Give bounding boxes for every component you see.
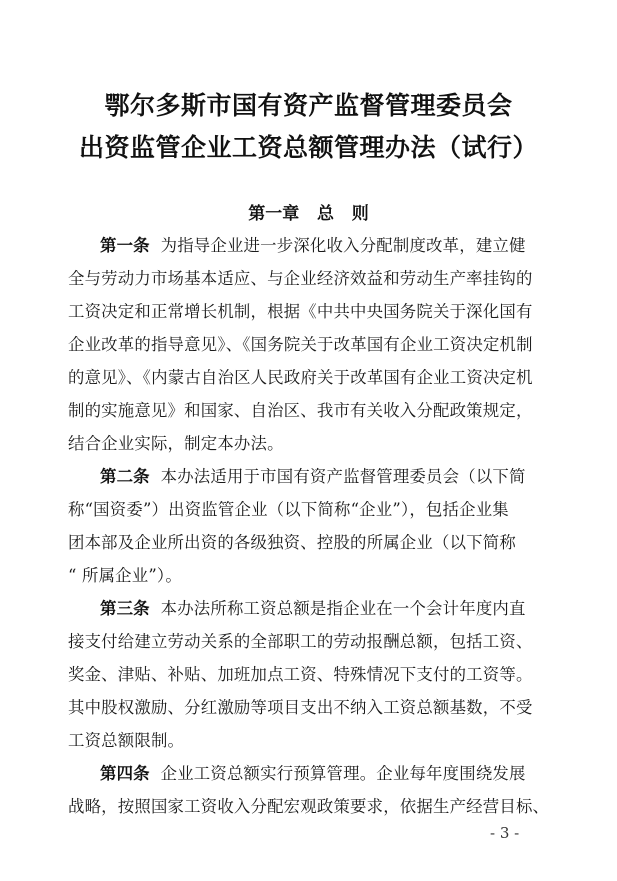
article-3-line-2: 接支付给建立劳动关系的全部职工的劳动报酬总额，包括工资、 [68, 632, 533, 651]
chapter-heading: 第一章 总 则 [248, 204, 369, 224]
article-1-line-4: 企业改革的指导意见》、《国务院关于改革国有企业工资决定机制 [68, 335, 533, 354]
article-3-text-1: 本办法所称工资总额是指企业在一个会计年度内直 [160, 599, 526, 618]
article-3-heading: 第三条 [100, 599, 150, 618]
article-2-heading: 第二条 [100, 467, 150, 486]
article-4-heading: 第四条 [100, 764, 150, 783]
article-4-text-1: 企业工资总额实行预算管理。企业每年度围绕发展 [160, 764, 526, 783]
article-1-line-6: 制的实施意见》和国家、自治区、我市有关收入分配政策规定， [68, 401, 533, 420]
article-1-line-1 [100, 236, 550, 256]
article-2-line-1 [100, 467, 550, 487]
article-3-line-1 [100, 599, 550, 619]
article-4-line-2: 战略，按照国家工资收入分配宏观政策要求，依据生产经营目标、 [68, 797, 550, 816]
article-1-line-3: 工资决定和正常增长机制，根据《中共中央国务院关于深化国有 [68, 302, 533, 321]
article-1-text-1: 为指导企业进一步深化收入分配制度改革，建立健 [160, 236, 526, 255]
page-number: - 3 - [490, 824, 520, 842]
article-1-line-7: 结合企业实际，制定本办法。 [68, 434, 284, 453]
article-1-line-5: 的意见》、《内蒙古自治区人民政府关于改革国有企业工资决定机 [68, 368, 533, 387]
article-3-line-4: 其中股权激励、分红激励等项目支出不纳入工资总额基数，不受 [68, 698, 533, 717]
article-3-line-3: 奖金、津贴、补贴、加班加点工资、特殊情况下支付的工资等。 [68, 665, 533, 684]
article-1-line-2: 全与劳动力市场基本适应、与企业经济效益和劳动生产率挂钩的 [68, 269, 533, 288]
article-4-line-1 [100, 764, 550, 784]
document-title-line-1: 鄂尔多斯市国有资产监督管理委员会 [104, 91, 513, 120]
article-1-heading: 第一条 [100, 236, 150, 255]
article-2-line-4: “ 所属企业”）。 [68, 566, 182, 585]
article-2-text-1: 本办法适用于市国有资产监督管理委员会（以下简 [160, 467, 526, 486]
article-3-line-5: 工资总额限制。 [68, 731, 185, 750]
document-title-line-2: 出资监管企业工资总额管理办法（试行） [78, 133, 538, 162]
article-2-line-2: 称“国资委”）出资监管企业（以下简称“企业”），包括企业集 [68, 500, 509, 519]
article-2-line-3: 团本部及企业所出资的各级独资、控股的所属企业（以下简称 [68, 533, 516, 552]
